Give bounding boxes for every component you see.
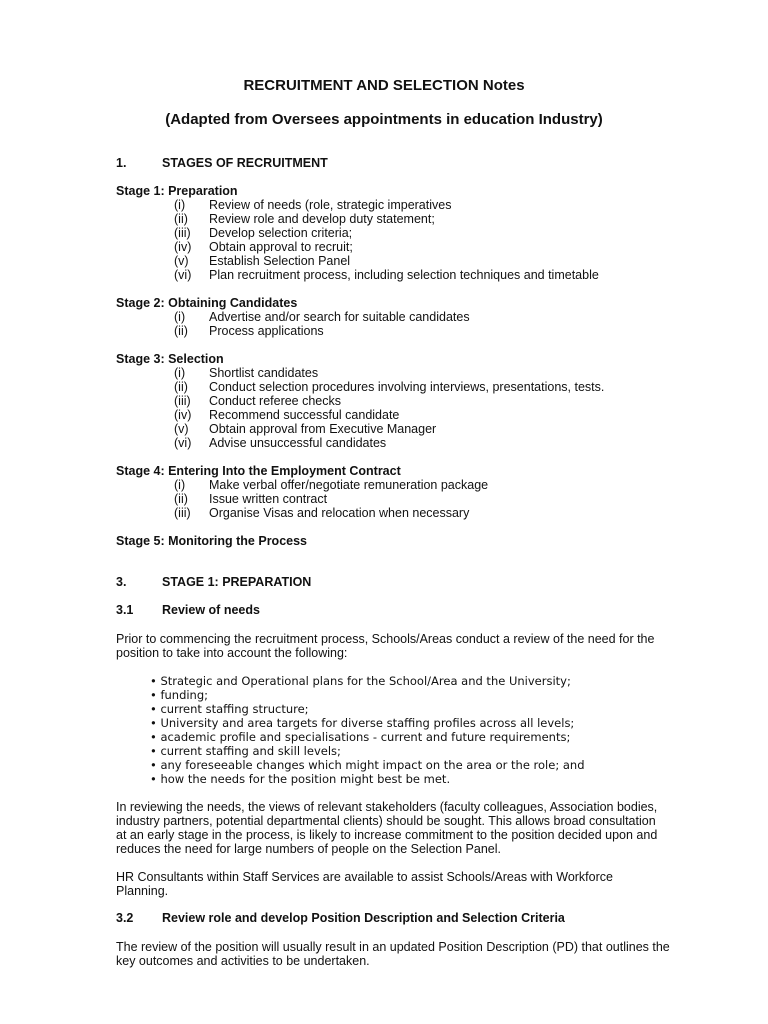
subsection-3-2-number: 3.2 — [116, 911, 134, 925]
item-number: (iii) — [174, 394, 191, 408]
subsection-3-1-heading: Review of needs — [162, 603, 260, 617]
item-text: Review of needs (role, strategic imperatives — [209, 198, 452, 212]
item-text: Develop selection criteria; — [209, 226, 353, 240]
stage-4-heading: Stage 4: Entering Into the Employment Contract — [116, 464, 401, 478]
subsection-3-2-heading: Review role and develop Position Description and Selection Criteria — [162, 911, 565, 925]
item-text: Recommend successful candidate — [209, 408, 400, 422]
item-text: Review role and develop duty statement; — [209, 212, 435, 226]
item-number: (v) — [174, 422, 189, 436]
section-1-heading: STAGES OF RECRUITMENT — [162, 156, 328, 170]
item-number: (vi) — [174, 436, 192, 450]
section-3-heading: STAGE 1: PREPARATION — [162, 575, 312, 589]
stage-2-heading: Stage 2: Obtaining Candidates — [116, 296, 298, 310]
item-number: (ii) — [174, 324, 188, 338]
subsection-3-1-number: 3.1 — [116, 603, 134, 617]
item-number: (vi) — [174, 268, 192, 282]
item-number: (iii) — [174, 506, 191, 520]
section-1-number: 1. — [116, 156, 127, 170]
item-text: Obtain approval from Executive Manager — [209, 422, 437, 436]
item-number: (ii) — [174, 380, 188, 394]
item-text: Conduct referee checks — [209, 394, 342, 408]
item-number: (v) — [174, 254, 189, 268]
item-text: Conduct selection procedures involving interviews, presentations, tests. — [209, 380, 605, 394]
list-item: • University and area targets for diverse staffing profiles across all levels; — [150, 716, 575, 730]
hr-consultants-paragraph: HR Consultants within Staff Services are available to assist Schools/Areas with Workforce Planning. — [116, 870, 613, 898]
subsection-3-2-paragraph: The review of the position will usually result in an updated Position Description (PD) that outlines the key outcomes and activities to be undertaken. — [116, 940, 670, 968]
stage-5-heading: Stage 5: Monitoring the Process — [116, 534, 308, 548]
list-item: • current staffing structure; — [150, 702, 309, 716]
item-number: (iv) — [174, 240, 192, 254]
item-text: Obtain approval to recruit; — [209, 240, 353, 254]
document-title: RECRUITMENT AND SELECTION Notes — [243, 77, 525, 94]
item-number: (i) — [174, 478, 186, 492]
stage-1-heading: Stage 1: Preparation — [116, 184, 238, 198]
item-number: (ii) — [174, 212, 188, 226]
item-text: Organise Visas and relocation when necessary — [209, 506, 470, 520]
item-number: (i) — [174, 366, 186, 380]
subsection-3-1-intro: Prior to commencing the recruitment process, Schools/Areas conduct a review of the need for the position to take into account the following: — [116, 632, 655, 660]
item-number: (iii) — [174, 226, 191, 240]
item-text: Advertise and/or search for suitable candidates — [209, 310, 470, 324]
item-text: Process applications — [209, 324, 324, 338]
item-text: Make verbal offer/negotiate remuneration package — [209, 478, 489, 492]
stage-3-heading: Stage 3: Selection — [116, 352, 224, 366]
item-text: Establish Selection Panel — [209, 254, 351, 268]
item-text: Shortlist candidates — [209, 366, 319, 380]
item-text: Advise unsuccessful candidates — [209, 436, 387, 450]
list-item: • how the needs for the position might best be met. — [150, 772, 451, 786]
list-item: • current staffing and skill levels; — [150, 744, 341, 758]
item-number: (i) — [174, 310, 186, 324]
stakeholders-paragraph: In reviewing the needs, the views of relevant stakeholders (faculty colleagues, Association bodies, industry partners, potential departmental clients) should be sought. This allows broad consultation at an early stage in the process, is likely to increase commitment to the position decided upon and reduces the need for large numbers of people on the Selection Panel. — [116, 800, 658, 856]
item-number: (iv) — [174, 408, 192, 422]
item-number: (i) — [174, 198, 186, 212]
list-item: • academic profile and specialisations - current and future requirements; — [150, 730, 571, 744]
item-text: Issue written contract — [209, 492, 328, 506]
document-subtitle: (Adapted from Oversees appointments in education Industry) — [165, 111, 603, 128]
section-3-number: 3. — [116, 575, 127, 589]
list-item: • funding; — [150, 688, 209, 702]
item-number: (ii) — [174, 492, 188, 506]
list-item: • Strategic and Operational plans for the School/Area and the University; — [150, 674, 571, 688]
list-item: • any foreseeable changes which might impact on the area or the role; and — [150, 758, 585, 772]
item-text: Plan recruitment process, including selection techniques and timetable — [209, 268, 599, 282]
